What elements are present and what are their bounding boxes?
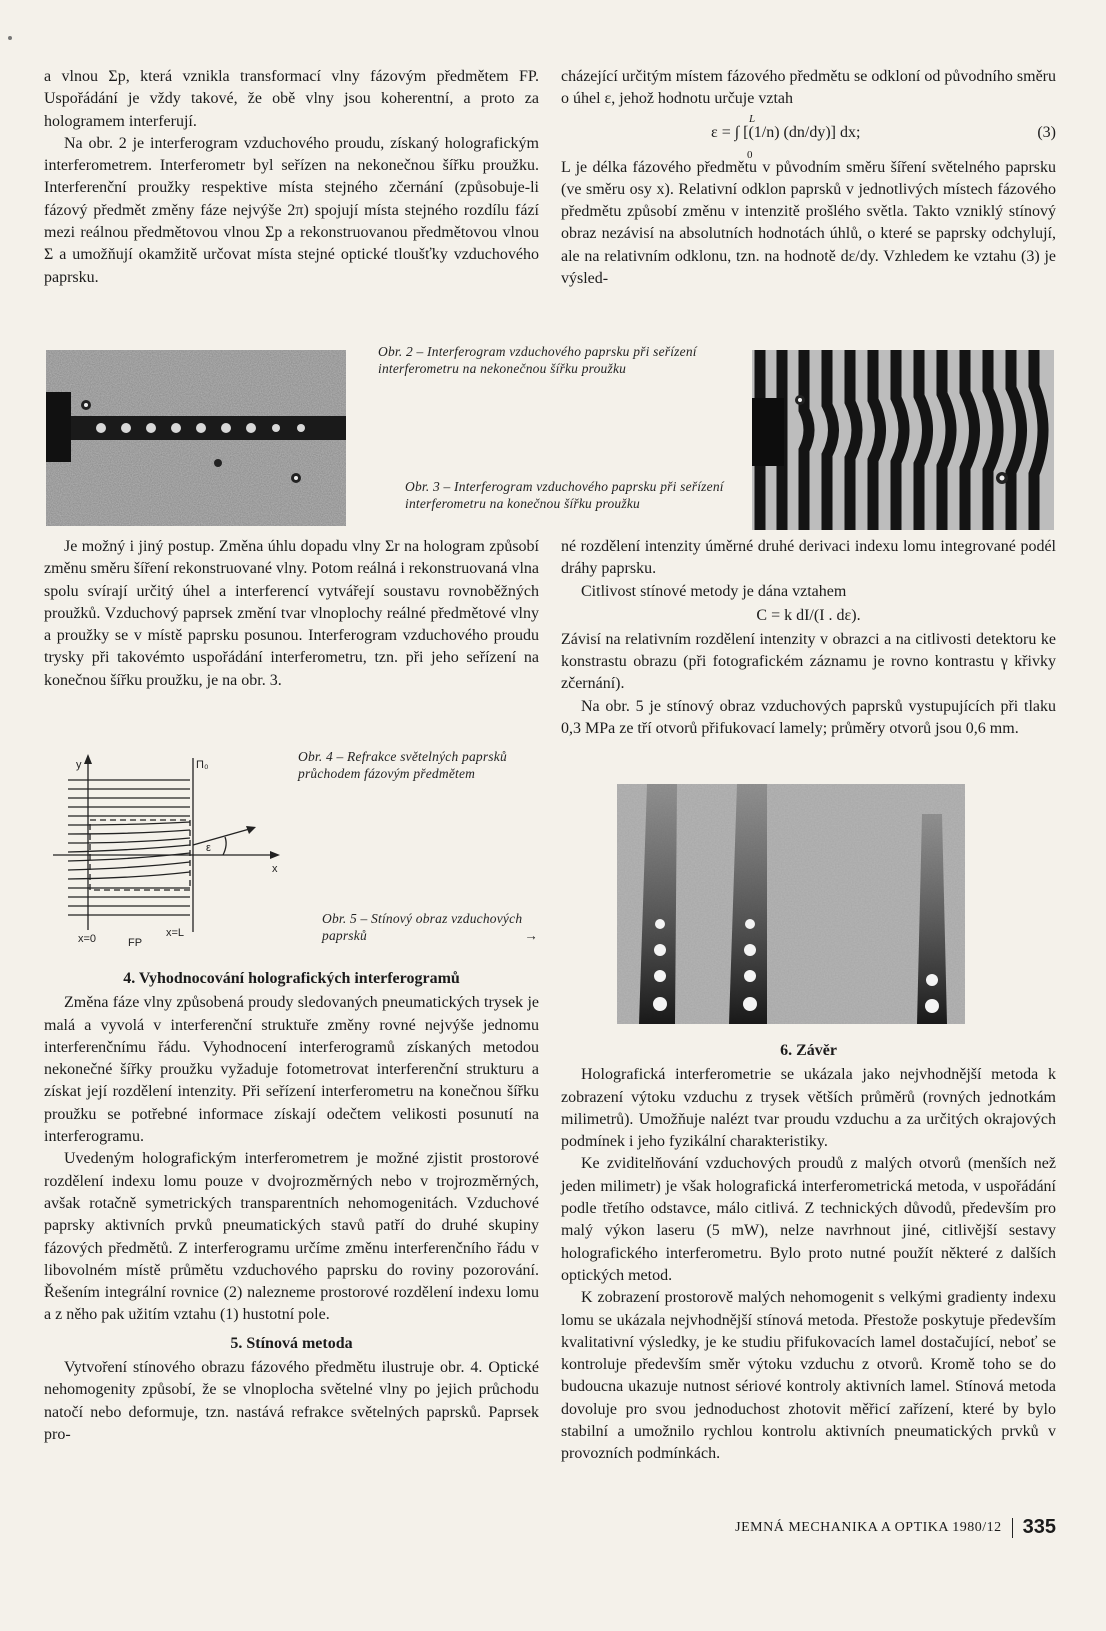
fig4-refraction-diagram <box>48 750 293 950</box>
page-footer <box>735 1516 1056 1539</box>
right-bottom-text <box>561 1034 1056 1466</box>
fig4-caption: Obr. 4 – Refrakce světelných paprsků průchodem fázovým předmětem <box>298 749 507 781</box>
fig5-shadowgraph-image <box>617 784 965 1024</box>
paragraph: Na obr. 2 je interferogram vzduchového proudu, získaný holografickým interferometrem. Interferometr byl seřízen na nekonečnou šířku proužku. Interferenční proužky respektive místa stejného zčernání (způsobuje-li fázový předmět změny fáze nejvýše 2π) spojují místa stejného rozdílu fází mezi reálnou předmětovou vlnou Σp a rekonstruovanou předmětovou vlnou Σ a umožňují okamžitě určovat místa stejné optické tloušťky vzduchového paprsku. <box>44 134 539 286</box>
paragraph: Závisí na relativním rozdělení intenzity v obrazci a na citlivosti detektoru ke konstrastu obrazu (při fotografickém záznamu je rovno kontrastu γ křivky zčernání). <box>561 630 1056 693</box>
equation-3 <box>561 111 1056 162</box>
paragraph: Vytvoření stínového obrazu fázového předmětu ilustruje obr. 4. Optické nehomogenity způsobí, že se vlnoplocha světelné vlny po jejich průchodu natočí nebo deformuje, tzn. nastává refrakce světelných paprsků. Paprsek pro- <box>44 1359 539 1443</box>
section-5-heading: 5. Stínová metoda <box>230 1334 353 1352</box>
integral-lower-limit: 0 <box>747 149 753 162</box>
fig3-caption: Obr. 3 – Interferogram vzduchového paprsku při seřízení interferometru na konečnou šířku proužku <box>405 479 724 511</box>
left-mid-text <box>44 536 539 692</box>
fig3-interferogram-image <box>752 350 1054 530</box>
diagram-plane-label: Π₀ <box>196 759 209 771</box>
paragraph: K zobrazení prostorově malých nehomogenit s velkými gradienty indexu lomu se ukázala nejvhodnější stínová metoda. Přestože poskytuje především kvalitativní výsledky, je ke studiu přifukovacích lamel dostačující, neboť se kontroluje především směr výtoku vzduchu z otvorů. Kromě toho se do budoucna ukazuje nutnost sériové kontroly aktivních lamel. Stínová metoda dovoluje pro svou jednoduchost zhotovit měřicí zařízení, které by bylo stabilní a umožnilo rychlou kontrolu aktivních pneumatických prvků v provozních podmínkách. <box>561 1289 1056 1463</box>
diagram-x-label: x <box>272 863 278 875</box>
diagram-angle-label: ε <box>206 842 211 854</box>
fig5-caption-text: Obr. 5 – Stínový obraz vzduchových paprsků <box>322 911 523 943</box>
diagram-fp-label: FP <box>128 937 143 949</box>
fig2-interferogram-image <box>46 350 346 526</box>
section-6-heading: 6. Závěr <box>780 1042 837 1059</box>
paragraph: Je možný i jiný postup. Změna úhlu dopadu vlny Σr na hologram způsobí změnu směru šíření rekonstruované vlny. Potom reálná i rekonstruovaná vlna spolu svírají určitý úhel a interferencí vytvářejí soustavu rovnoběžných proužků. Vzduchový paprsek změní tvar vlnoplochy reálné předmětové vlny a proužky se v místě paprsku posunou. Interferogram vzduchového proudu trysky při takovémto uspořádání interferometru, tzn. při jeho seřízení na konečnou šířku proužku, je na obr. 3. <box>44 538 539 689</box>
paragraph: Změna fáze vlny způsobená proudy sledovaných pneumatických trysek je malá a vyvolá v interferenční struktuře změny rovné nejvýše jednomu interferenčnímu řádu. Vyhodnocení interferogramů získaných metodou nekonečné šířky proužku vyžaduje fotometrovat interferenční strukturu a získat její rozdělení intenzity. Při seřízení interferometru na konečnou šířku proužku se potřebné informace získají odečtem velikosti posunutí na interferogramu. <box>44 994 539 1146</box>
right-top-text <box>561 66 1056 290</box>
footer-divider <box>1012 1518 1013 1538</box>
margin-dot <box>8 36 12 40</box>
page-number: 335 <box>1022 1516 1056 1538</box>
paragraph: Ke zviditelňování vzduchových proudů z malých otvorů (menších než jeden milimetr) je však holografická interferometrická metoda, v uspořádání podle třetího odstavce, málo citlivá. Z technických důvodů, především pro malý výkon laseru (5 mW), nelze navrhnout jiné, citlivější sestavy holografického interferometru. Bylo proto nutné použít některé z dalších optických metod. <box>561 1155 1056 1284</box>
integral-upper-limit: L <box>749 113 756 126</box>
paragraph: L je délka fázového předmětu v původním směru šíření světelného paprsku (ve směru osy x). Relativní odklon paprsků v jednotlivých místech fázového předmětu způsobí změnu v intenzitě prošlého světla. Takto vzniklý stínový obraz nezávisí na absolutních hodnotách úhlů, o které se paprsky odchylují, ale na relativním odklonu, tzn. na hodnotě dε/dy. Vzhledem ke vztahu (3) je výsled- <box>561 158 1056 288</box>
journal-name: JEMNÁ MECHANIKA A OPTIKA 1980/12 <box>735 1519 1002 1535</box>
fig2-caption: Obr. 2 – Interferogram vzduchového paprsku při seřízení interferometru na nekonečnou šířku proužku <box>378 344 697 376</box>
paragraph: cházející určitým místem fázového předmětu se odkloní od původního směru o úhel ε, jehož hodnotu určuje vztah <box>561 68 1056 108</box>
left-bottom-text <box>44 962 539 1446</box>
left-top-text <box>44 66 539 289</box>
equation-number: (3) <box>1037 124 1056 142</box>
diagram-x0-label: x=0 <box>78 933 97 945</box>
equation-body: ε = ∫ [(1/n) (dn/dy)] dx; <box>711 124 861 142</box>
fig5-caption <box>322 910 538 944</box>
section-4-heading: 4. Vyhodnocování holografických interferogramů <box>123 970 460 987</box>
paragraph: né rozdělení intenzity úměrné druhé derivaci indexu lomu integrované podél dráhy paprsku. <box>561 538 1056 578</box>
equation-c: C = k dI/(I . dε). <box>756 606 861 624</box>
paragraph: Uvedeným holografickým interferometrem je možné zjistit prostorové rozdělení indexu lomu pouze v dvojrozměrných nebo v trojrozměrných, avšak rotačně symetrických transparentních nehomogenitách. Vzduchové paprsky aktivních prvků pneumatických stavů patří do druhé skupiny fázových předmětů. Z interferogramu určíme změnu interferenčního řádu v libovolném místě průmětu vzduchového paprsku do roviny pozorování. Řešením integrální rovnice (2) nalezneme prostorové rozdělení indexu lomu a z něho pak užitím vztahu (1) hustotní pole. <box>44 1150 539 1324</box>
diagram-xL-label: x=L <box>166 927 185 939</box>
paragraph: Holografická interferometrie se ukázala jako nejvhodnější metoda k zobrazení výtoku vzduchu z trysek větších průměrů (rovných jednotkám milimetrů). Umožňuje nalézt tvar proudu vzduchu a za určitých okrajových podmínek i jeho fyzikální charakteristiky. <box>561 1066 1056 1151</box>
paragraph: Na obr. 5 je stínový obraz vzduchových paprsků vystupujících při tlaku 0,3 MPa ze tří otvorů přifukovací lamely; průměry otvorů jsou 0,6 mm. <box>561 697 1056 738</box>
paragraph: a vlnou Σp, která vznikla transformací vlny fázovým předmětem FP. Uspořádání je vždy takové, že obě vlny jsou koherentní, a proto za hologramem interferují. <box>44 68 539 130</box>
right-mid-text <box>561 536 1056 740</box>
paragraph: Citlivost stínové metody je dána vztahem <box>581 582 847 600</box>
fig5-arrow-icon: → <box>524 928 538 943</box>
diagram-y-label: y <box>76 759 82 771</box>
